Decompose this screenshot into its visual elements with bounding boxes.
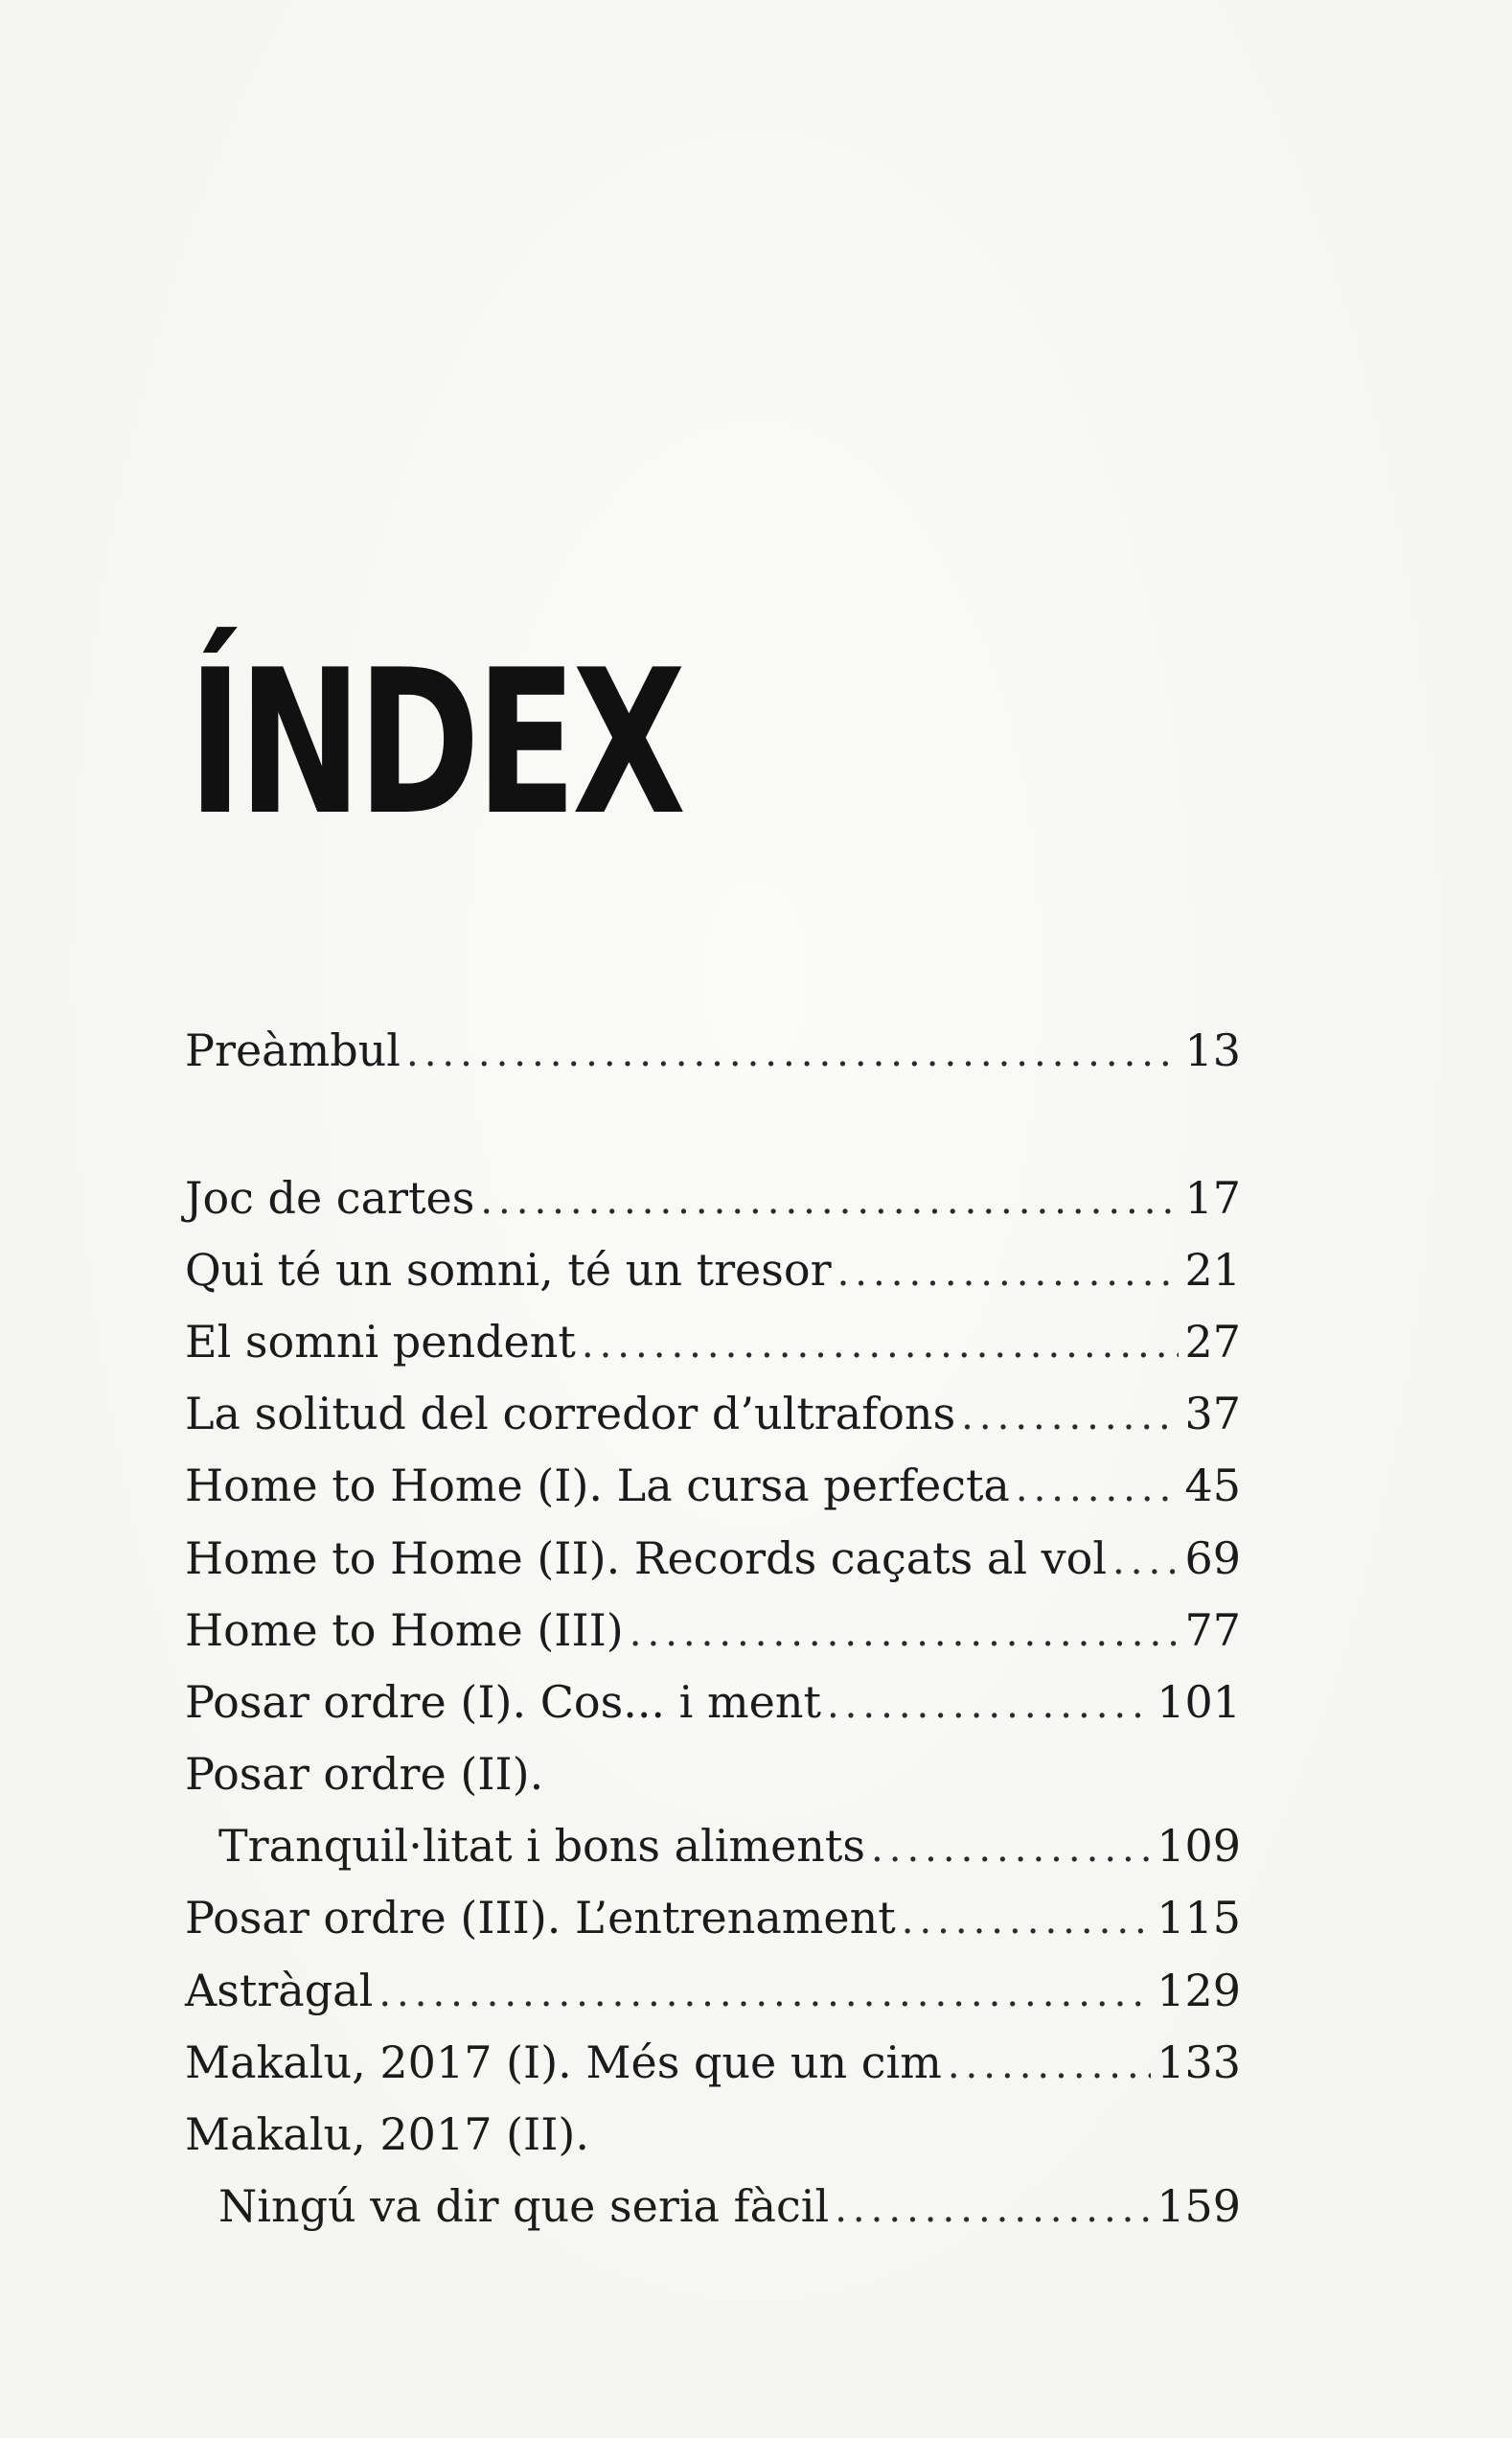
dot-leader [406,1024,1179,1082]
dot-leader [480,1172,1179,1230]
toc-entry-label: Qui té un somni, té un tresor [185,1244,832,1296]
dot-leader [871,1820,1151,1877]
dot-leader [1016,1460,1180,1517]
toc-entry [218,1817,1241,1874]
toc-entry-page: 21 [1184,1244,1241,1296]
dot-leader [948,2036,1151,2094]
toc-entry-page: 13 [1184,1024,1241,1076]
dot-leader [378,1965,1151,2022]
toc-entry-page: 69 [1184,1532,1241,1584]
toc-entry-page: 77 [1184,1604,1241,1656]
toc-entry [185,1962,1241,2019]
toc-entry-page: 17 [1184,1172,1241,1224]
toc-entry [185,1313,1241,1370]
toc-entry-label: Home to Home (II). Records caçats al vol [185,1532,1108,1584]
toc-entry-page: 109 [1157,1820,1241,1872]
toc-entry-heading-line: Posar ordre (II). [185,1748,544,1800]
toc-entry-page: 45 [1184,1460,1241,1511]
toc-entry-label: Preàmbul [185,1024,401,1076]
toc-entry-label: Makalu, 2017 (I). Més que un cim [185,2036,942,2088]
toc-entry [185,1889,1241,1946]
toc-entry-heading-line: Makalu, 2017 (II). [185,2108,589,2160]
dot-leader [630,1604,1180,1662]
toc-entry [218,2177,1241,2235]
toc-entry-label: Posar ordre (I). Cos... i ment [185,1676,821,1728]
toc-entry [185,1241,1241,1299]
dot-leader [837,1244,1180,1301]
toc-entry-label: Tranquil·litat i bons aliments [218,1820,866,1872]
toc-entry-page: 129 [1157,1965,1241,2016]
toc-entry-label: Home to Home (III) [185,1604,624,1656]
toc-entry-page: 133 [1157,2036,1241,2088]
toc-entry-label: Home to Home (I). La cursa perfecta [185,1460,1010,1511]
toc-entry-label: El somni pendent [185,1316,576,1368]
toc-entry [185,2034,1241,2091]
toc-entry [185,1530,1241,1587]
page-title: ÍNDEX [188,628,682,860]
dot-leader [582,1316,1180,1373]
toc-entry [185,1457,1241,1514]
toc-entry [185,1385,1241,1442]
dot-leader [961,1388,1179,1445]
dot-leader [1112,1532,1179,1590]
toc-entry-page: 159 [1157,2180,1241,2232]
toc-entry-page: 115 [1157,1892,1241,1944]
toc-entry-label: Ningú va dir que seria fàcil [218,2180,830,2232]
dot-leader [902,1892,1151,1949]
toc-entry-label: Posar ordre (III). L’entrenament [185,1892,896,1944]
toc-entry-label: Joc de cartes [185,1172,475,1224]
toc-entry [185,1673,1241,1731]
toc-entry-page: 27 [1184,1316,1241,1368]
toc-entry [185,1601,1241,1659]
toc-entry-page: 101 [1157,1676,1241,1728]
toc-entry [185,1022,1241,1079]
dot-leader [827,1676,1151,1734]
toc-entry-page: 37 [1184,1388,1241,1439]
toc-entry-label: La solitud del corredor d’ultrafons [185,1388,956,1439]
dot-leader [835,2180,1151,2238]
toc-entry [185,1169,1241,1227]
toc-entry-label: Astràgal [185,1965,374,2016]
